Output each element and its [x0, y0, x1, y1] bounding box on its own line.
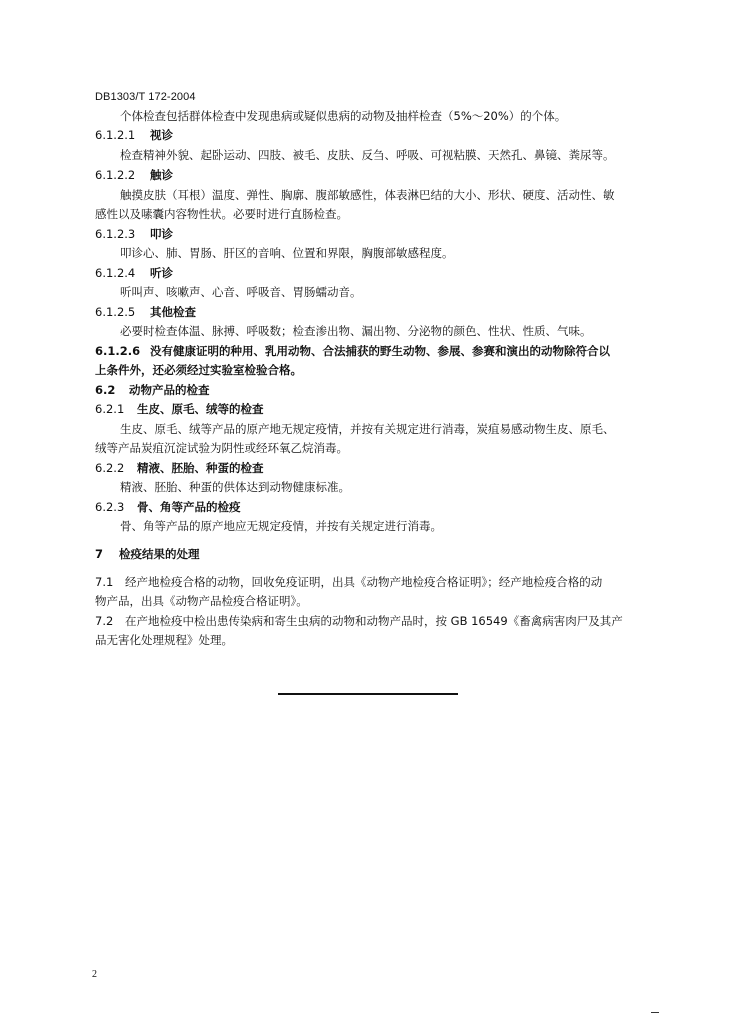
- paragraph-text: 个体检查包括群体检查中发现患病或疑似患病的动物及抽样检查（5%～20%）的个体。: [120, 109, 567, 123]
- section-number: 6.2.2: [95, 461, 125, 475]
- paragraph-text: 上条件外，还必须经过实验室检验合格。: [95, 363, 302, 377]
- section-title: 视诊: [150, 128, 173, 142]
- section-heading: [95, 266, 173, 280]
- body-text: [120, 188, 615, 202]
- paragraph-text: 生皮、原毛、绒等产品的原产地无规定疫情，并按有关规定进行消毒，炭疽易感动物生皮、原毛、: [120, 422, 615, 436]
- paragraph-text: 骨、角等产品的原产地应无规定疫情，并按有关规定进行消毒。: [120, 519, 442, 533]
- body-text: [120, 422, 615, 436]
- section-heading: [95, 168, 173, 182]
- end-rule: [278, 693, 458, 695]
- chapter-title: 检疫结果的处理: [119, 547, 200, 561]
- body-text: [120, 246, 454, 260]
- section-title: 精液、胚胎、种蛋的检查: [137, 461, 264, 475]
- paragraph-text: 在产地检疫中检出患传染病和寄生虫病的动物和动物产品时，按 GB 16549《畜禽病害肉尸及其产: [125, 614, 623, 628]
- body-text: [120, 480, 350, 494]
- section-number: 6.1.2.2: [95, 168, 136, 182]
- section-heading: [95, 227, 173, 241]
- body-text: [120, 324, 592, 338]
- section-heading: [95, 383, 210, 397]
- clause-text: [95, 575, 602, 589]
- body-text: [120, 285, 362, 299]
- paragraph-text: 精液、胚胎、种蛋的供体达到动物健康标准。: [120, 480, 350, 494]
- body-text: [120, 519, 442, 533]
- paragraph-text: 听叫声、咳嗽声、心音、呼吸音、胃肠蠕动音。: [120, 285, 362, 299]
- section-number: 6.2: [95, 383, 116, 397]
- paragraph-text: 绒等产品炭疽沉淀试验为阴性或经环氧乙烷消毒。: [95, 441, 348, 455]
- section-number: 6.1.2.5: [95, 305, 136, 319]
- section-title: 动物产品的检查: [129, 383, 210, 397]
- paragraph-text: 必要时检查体温、脉搏、呼吸数；检查渗出物、漏出物、分泌物的颜色、性状、性质、气味。: [120, 324, 592, 338]
- section-title: 听诊: [150, 266, 173, 280]
- body-text: [95, 207, 348, 221]
- paragraph-text: 物产品，出具《动物产品检疫合格证明》。: [95, 594, 308, 608]
- body-text: [120, 148, 615, 162]
- section-heading: [95, 128, 173, 142]
- body-text: [95, 363, 302, 377]
- paragraph-text: 经产地检疫合格的动物，回收免疫证明，出具《动物产地检疫合格证明》；经产地检疫合格的动: [125, 575, 603, 589]
- section-heading: [95, 500, 241, 514]
- paragraph-text: 感性以及嗉囊内容物性状。必要时进行直肠检查。: [95, 207, 348, 221]
- clause-text: [95, 614, 623, 628]
- paragraph-text: 检查精神外貌、起卧运动、四肢、被毛、皮肤、反刍、呼吸、可视粘膜、天然孔、鼻镜、粪尿等。: [120, 148, 615, 162]
- section-number: 6.1.2.3: [95, 227, 136, 241]
- section-title: 其他检查: [150, 305, 196, 319]
- body-text: [95, 441, 348, 455]
- clause-number: 7.2: [95, 614, 114, 628]
- body-text: [120, 109, 566, 123]
- section-number: 6.1.2.1: [95, 128, 136, 142]
- section-title: 触诊: [150, 168, 173, 182]
- section-number: 6.1.2.4: [95, 266, 136, 280]
- scan-mark: [651, 1012, 659, 1013]
- section-heading: [95, 344, 610, 358]
- section-title: 叩诊: [150, 227, 173, 241]
- body-text: [95, 633, 233, 647]
- section-number: 6.2.1: [95, 402, 125, 416]
- section-number: 6.2.3: [95, 500, 125, 514]
- body-text: [95, 594, 308, 608]
- paragraph-text: 触摸皮肤（耳根）温度、弹性、胸廓、腹部敏感性，体表淋巴结的大小、形状、硬度、活动性、敏: [120, 188, 615, 202]
- section-title: 骨、角等产品的检疫: [137, 500, 241, 514]
- clause-number: 7.1: [95, 575, 114, 589]
- paragraph-text: 品无害化处理规程》处理。: [95, 633, 233, 647]
- section-heading: [95, 461, 264, 475]
- page-number: 2: [92, 969, 97, 980]
- section-heading: [95, 402, 264, 416]
- paragraph-text: 叩诊心、肺、胃肠、肝区的音响、位置和界限，胸腹部敏感程度。: [120, 246, 454, 260]
- chapter-heading: [95, 547, 200, 561]
- section-title: 生皮、原毛、绒等的检查: [137, 402, 264, 416]
- chapter-number: 7: [95, 547, 104, 561]
- section-title: 没有健康证明的种用、乳用动物、合法捕获的野生动物、参展、参赛和演出的动物除符合以: [150, 344, 610, 358]
- section-heading: [95, 305, 196, 319]
- document-code: DB1303/T 172-2004: [95, 91, 196, 103]
- section-number: 6.1.2.6: [95, 344, 141, 358]
